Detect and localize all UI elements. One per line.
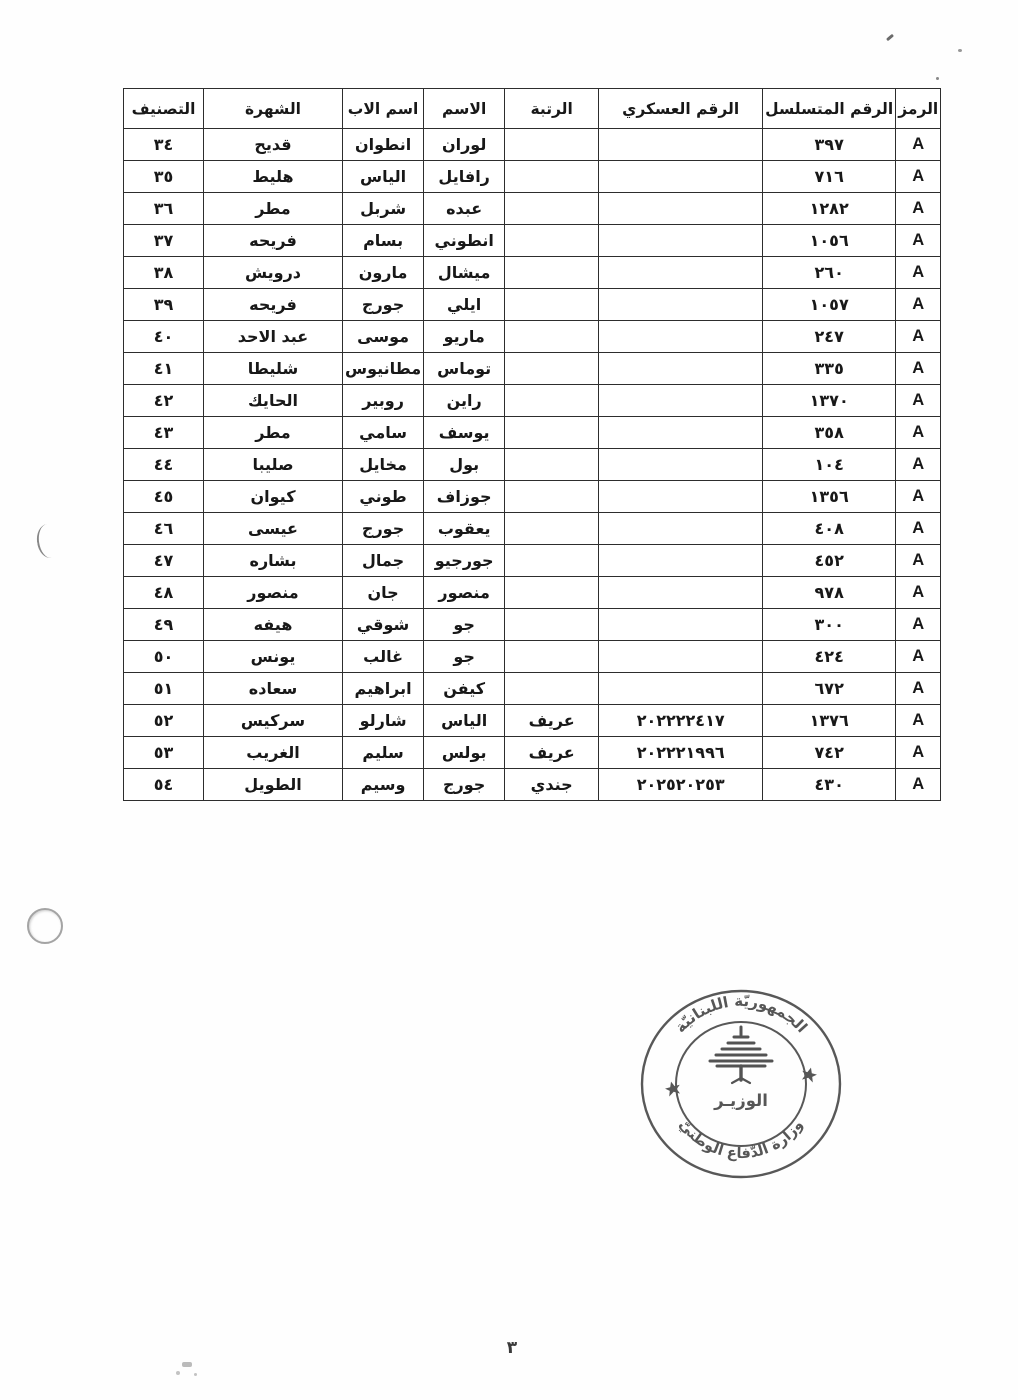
table-cell-rank: عريف xyxy=(505,737,599,769)
table-cell-father_name: مارون xyxy=(343,257,424,289)
table-cell-surname: هيفه xyxy=(204,609,343,641)
table-cell-name: رافايل xyxy=(424,161,505,193)
table-row xyxy=(124,257,941,289)
table-row xyxy=(124,385,941,417)
table-cell-surname: الحايك xyxy=(204,385,343,417)
table-cell-military_number xyxy=(599,161,763,193)
table-row xyxy=(124,417,941,449)
scan-speck xyxy=(886,34,894,41)
table-cell-serial_number: ٧٤٢ xyxy=(763,737,896,769)
cedar-tree-icon xyxy=(710,1027,772,1083)
star-icon-left xyxy=(664,1080,682,1097)
table-cell-classification: ٣٩ xyxy=(124,289,204,321)
table-cell-surname: مطر xyxy=(204,417,343,449)
table-cell-military_number xyxy=(599,577,763,609)
table-cell-classification: ٥١ xyxy=(124,673,204,705)
table-cell-name: جو xyxy=(424,609,505,641)
table-cell-military_number xyxy=(599,417,763,449)
table-row xyxy=(124,161,941,193)
table-cell-code: A xyxy=(896,737,941,769)
personnel-table xyxy=(123,88,941,801)
table-row xyxy=(124,577,941,609)
table-cell-name: بولس xyxy=(424,737,505,769)
table-row xyxy=(124,545,941,577)
table-cell-name: ايلي xyxy=(424,289,505,321)
table-cell-surname: عيسى xyxy=(204,513,343,545)
table-cell-surname: صليبا xyxy=(204,449,343,481)
table-cell-surname: بشاره xyxy=(204,545,343,577)
table-row xyxy=(124,769,941,801)
table-cell-classification: ٤٦ xyxy=(124,513,204,545)
table-cell-serial_number: ٧١٦ xyxy=(763,161,896,193)
table-cell-name: يوسف xyxy=(424,417,505,449)
table-row xyxy=(124,449,941,481)
table-cell-code: A xyxy=(896,481,941,513)
scan-speck xyxy=(182,1362,192,1367)
table-cell-military_number xyxy=(599,609,763,641)
table-row xyxy=(124,129,941,161)
header-cell-name: الاسم xyxy=(424,89,505,129)
table-cell-serial_number: ١٠٥٧ xyxy=(763,289,896,321)
header-cell-surname: الشهرة xyxy=(204,89,343,129)
ministry-seal-stamp xyxy=(637,987,845,1187)
table-cell-father_name: جورج xyxy=(343,513,424,545)
table-cell-serial_number: ١٠٤ xyxy=(763,449,896,481)
table-cell-father_name: الياس xyxy=(343,161,424,193)
table-cell-serial_number: ١٣٥٦ xyxy=(763,481,896,513)
table-cell-name: بول xyxy=(424,449,505,481)
table-cell-code: A xyxy=(896,417,941,449)
seal-bottom-text: وزارة الدّفاع الوطنيّ xyxy=(675,1117,807,1163)
scan-speck xyxy=(958,49,962,52)
table-cell-classification: ٥٢ xyxy=(124,705,204,737)
table-cell-father_name: وسيم xyxy=(343,769,424,801)
table-cell-classification: ٣٧ xyxy=(124,225,204,257)
table-cell-serial_number: ٤٣٠ xyxy=(763,769,896,801)
table-cell-surname: سركيس xyxy=(204,705,343,737)
table-cell-code: A xyxy=(896,641,941,673)
scan-speck xyxy=(176,1371,180,1375)
table-cell-surname: هليط xyxy=(204,161,343,193)
table-cell-father_name: طوني xyxy=(343,481,424,513)
table-cell-code: A xyxy=(896,449,941,481)
table-cell-surname: فريحه xyxy=(204,289,343,321)
table-cell-code: A xyxy=(896,385,941,417)
table-row xyxy=(124,225,941,257)
table-cell-classification: ٣٦ xyxy=(124,193,204,225)
table-cell-name: كيفن xyxy=(424,673,505,705)
table-cell-name: توماس xyxy=(424,353,505,385)
table-cell-code: A xyxy=(896,289,941,321)
table-cell-code: A xyxy=(896,673,941,705)
table-cell-rank xyxy=(505,513,599,545)
seal-top-text: الجمهوريّة اللبنانيّة xyxy=(671,991,811,1037)
table-cell-military_number xyxy=(599,385,763,417)
table-cell-father_name: موسى xyxy=(343,321,424,353)
table-cell-military_number xyxy=(599,225,763,257)
table-cell-serial_number: ٢٤٧ xyxy=(763,321,896,353)
table-cell-father_name: سامي xyxy=(343,417,424,449)
table-cell-rank xyxy=(505,321,599,353)
table-cell-rank xyxy=(505,577,599,609)
table-row xyxy=(124,641,941,673)
table-cell-military_number: ٢٠٢٥٢٠٢٥٣ xyxy=(599,769,763,801)
table-cell-surname: قديح xyxy=(204,129,343,161)
table-row xyxy=(124,321,941,353)
table-cell-rank: عريف xyxy=(505,705,599,737)
table-cell-code: A xyxy=(896,353,941,385)
table-cell-name: جورجيو xyxy=(424,545,505,577)
table-cell-classification: ٥٠ xyxy=(124,641,204,673)
table-cell-name: جورج xyxy=(424,769,505,801)
table-cell-rank xyxy=(505,545,599,577)
table-cell-serial_number: ٤٥٢ xyxy=(763,545,896,577)
table-cell-surname: الطويل xyxy=(204,769,343,801)
table-cell-code: A xyxy=(896,513,941,545)
table-cell-code: A xyxy=(896,129,941,161)
scan-speck xyxy=(194,1373,197,1376)
table-cell-military_number xyxy=(599,641,763,673)
table-cell-classification: ٤٥ xyxy=(124,481,204,513)
table-cell-serial_number: ٤٠٨ xyxy=(763,513,896,545)
table-cell-code: A xyxy=(896,577,941,609)
table-cell-code: A xyxy=(896,257,941,289)
table-cell-code: A xyxy=(896,769,941,801)
table-cell-surname: منصور xyxy=(204,577,343,609)
table-row xyxy=(124,513,941,545)
table-cell-classification: ٤٩ xyxy=(124,609,204,641)
table-cell-classification: ٤٤ xyxy=(124,449,204,481)
table-cell-surname: الغريب xyxy=(204,737,343,769)
table-cell-classification: ٤٨ xyxy=(124,577,204,609)
table-cell-code: A xyxy=(896,161,941,193)
hole-punch-mark xyxy=(27,908,63,944)
table-cell-code: A xyxy=(896,193,941,225)
header-cell-rank: الرتبة xyxy=(505,89,599,129)
table-cell-name: جوزاف xyxy=(424,481,505,513)
table-cell-surname: شليطا xyxy=(204,353,343,385)
table-cell-classification: ٤٠ xyxy=(124,321,204,353)
table-cell-military_number xyxy=(599,481,763,513)
table-cell-code: A xyxy=(896,321,941,353)
table-cell-surname: كيوان xyxy=(204,481,343,513)
table-cell-name: جو xyxy=(424,641,505,673)
table-cell-classification: ٥٣ xyxy=(124,737,204,769)
table-body xyxy=(124,129,941,801)
header-cell-military_number: الرقم العسكري xyxy=(599,89,763,129)
table-cell-father_name: روبير xyxy=(343,385,424,417)
table-cell-name: ميشال xyxy=(424,257,505,289)
table-cell-father_name: ابراهيم xyxy=(343,673,424,705)
table-cell-name: منصور xyxy=(424,577,505,609)
table-cell-code: A xyxy=(896,225,941,257)
table-cell-military_number xyxy=(599,673,763,705)
table-cell-rank xyxy=(505,161,599,193)
table-cell-classification: ٤٧ xyxy=(124,545,204,577)
page-number: ٣ xyxy=(506,1338,518,1358)
table-cell-name: انطوني xyxy=(424,225,505,257)
table-cell-serial_number: ١٠٥٦ xyxy=(763,225,896,257)
star-icon-right xyxy=(800,1066,818,1083)
table-row xyxy=(124,481,941,513)
table-cell-military_number xyxy=(599,129,763,161)
table-cell-name: لوران xyxy=(424,129,505,161)
header-row xyxy=(124,89,941,129)
table-cell-rank xyxy=(505,641,599,673)
table-cell-surname: درويش xyxy=(204,257,343,289)
paren-scan-mark xyxy=(35,522,63,559)
table-cell-code: A xyxy=(896,545,941,577)
table-cell-father_name: مطانيوس xyxy=(343,353,424,385)
table-cell-surname: يونس xyxy=(204,641,343,673)
table-cell-military_number xyxy=(599,193,763,225)
table-cell-serial_number: ٤٢٤ xyxy=(763,641,896,673)
table-cell-rank xyxy=(505,609,599,641)
table-row xyxy=(124,705,941,737)
table-cell-classification: ٤٣ xyxy=(124,417,204,449)
table-cell-serial_number: ٣٥٨ xyxy=(763,417,896,449)
table-row xyxy=(124,673,941,705)
table-cell-military_number xyxy=(599,545,763,577)
table-cell-serial_number: ٣٣٥ xyxy=(763,353,896,385)
table-cell-father_name: شارلو xyxy=(343,705,424,737)
table-cell-name: عبده xyxy=(424,193,505,225)
table-cell-rank: جندي xyxy=(505,769,599,801)
table-cell-rank xyxy=(505,481,599,513)
table-cell-classification: ٤١ xyxy=(124,353,204,385)
table-row xyxy=(124,353,941,385)
table-cell-military_number xyxy=(599,513,763,545)
table-cell-father_name: جمال xyxy=(343,545,424,577)
table-cell-rank xyxy=(505,289,599,321)
table-cell-rank xyxy=(505,673,599,705)
table-cell-surname: سعاده xyxy=(204,673,343,705)
table-cell-serial_number: ١٣٧٦ xyxy=(763,705,896,737)
table-cell-rank xyxy=(505,385,599,417)
seal-center-text: الوزيـر xyxy=(714,1091,768,1110)
table-cell-serial_number: ١٢٨٢ xyxy=(763,193,896,225)
table-cell-father_name: جان xyxy=(343,577,424,609)
table-cell-father_name: جورج xyxy=(343,289,424,321)
table-cell-classification: ٣٥ xyxy=(124,161,204,193)
table-row xyxy=(124,737,941,769)
table-cell-name: ماريو xyxy=(424,321,505,353)
table-cell-military_number xyxy=(599,257,763,289)
table-cell-father_name: غالب xyxy=(343,641,424,673)
table-cell-rank xyxy=(505,353,599,385)
table-cell-military_number xyxy=(599,289,763,321)
table-cell-classification: ٤٢ xyxy=(124,385,204,417)
table-cell-military_number: ٢٠٢٢٢٢٤١٧ xyxy=(599,705,763,737)
table-header xyxy=(124,89,941,129)
header-cell-serial_number: الرقم المتسلسل xyxy=(763,89,896,129)
table-cell-name: راين xyxy=(424,385,505,417)
header-cell-father_name: اسم الاب xyxy=(343,89,424,129)
table-row xyxy=(124,609,941,641)
table-cell-surname: فريحه xyxy=(204,225,343,257)
table-cell-serial_number: ٣٩٧ xyxy=(763,129,896,161)
table-cell-surname: عبد الاحد xyxy=(204,321,343,353)
table-cell-surname: مطر xyxy=(204,193,343,225)
table-cell-code: A xyxy=(896,705,941,737)
table-cell-rank xyxy=(505,449,599,481)
header-cell-classification: التصنيف xyxy=(124,89,204,129)
table-cell-name: يعقوب xyxy=(424,513,505,545)
scan-speck xyxy=(936,77,939,80)
table-cell-father_name: سليم xyxy=(343,737,424,769)
table-cell-serial_number: ١٣٧٠ xyxy=(763,385,896,417)
table-cell-father_name: شربل xyxy=(343,193,424,225)
header-cell-code: الرمز xyxy=(896,89,941,129)
table-cell-father_name: شوقي xyxy=(343,609,424,641)
table-cell-rank xyxy=(505,225,599,257)
table-cell-serial_number: ٣٠٠ xyxy=(763,609,896,641)
table-cell-rank xyxy=(505,129,599,161)
table-cell-father_name: بسام xyxy=(343,225,424,257)
table-cell-rank xyxy=(505,193,599,225)
table-cell-father_name: مخايل xyxy=(343,449,424,481)
table-cell-serial_number: ٦٧٢ xyxy=(763,673,896,705)
table-cell-military_number xyxy=(599,321,763,353)
table-cell-father_name: انطوان xyxy=(343,129,424,161)
table-cell-serial_number: ٩٧٨ xyxy=(763,577,896,609)
table-cell-classification: ٣٤ xyxy=(124,129,204,161)
table-cell-military_number xyxy=(599,353,763,385)
table-cell-rank xyxy=(505,417,599,449)
table-cell-military_number: ٢٠٢٢٢١٩٩٦ xyxy=(599,737,763,769)
table-cell-rank xyxy=(505,257,599,289)
table-cell-military_number xyxy=(599,449,763,481)
table-cell-code: A xyxy=(896,609,941,641)
table-row xyxy=(124,289,941,321)
table-cell-classification: ٥٤ xyxy=(124,769,204,801)
table-cell-name: الياس xyxy=(424,705,505,737)
table-cell-classification: ٣٨ xyxy=(124,257,204,289)
table-cell-serial_number: ٢٦٠ xyxy=(763,257,896,289)
table-row xyxy=(124,193,941,225)
